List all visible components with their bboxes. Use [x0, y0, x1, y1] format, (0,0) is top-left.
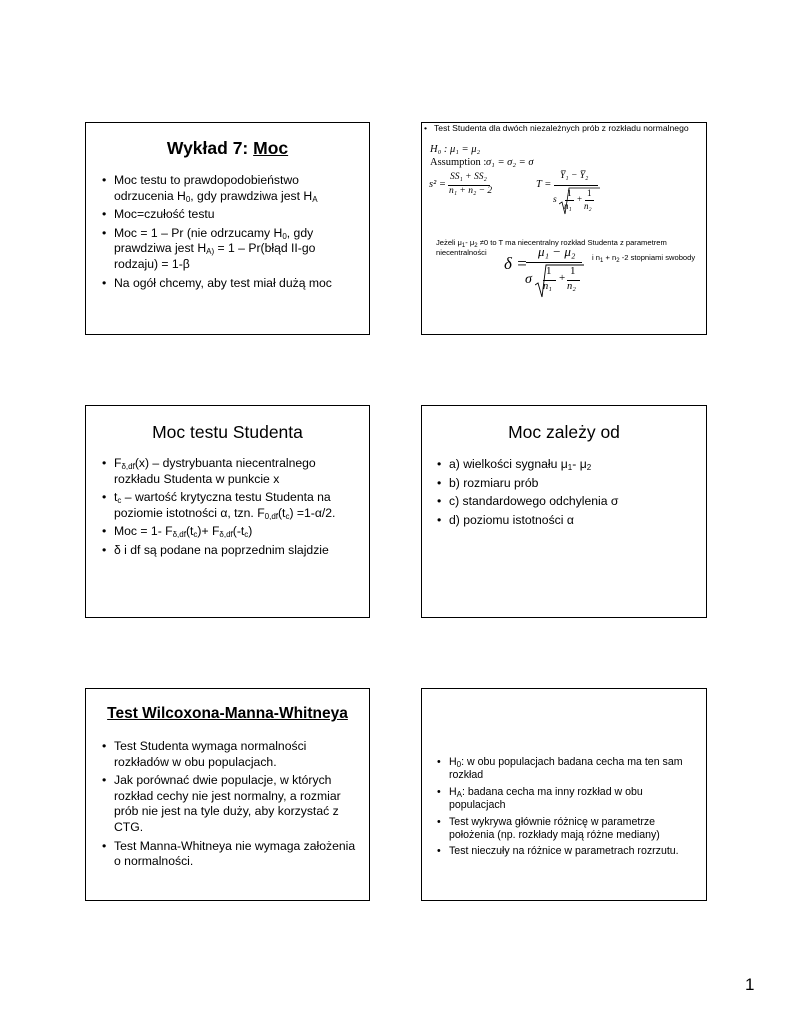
t-lhs: T = — [536, 179, 552, 190]
list-item: • Jak porównać dwie populacje, w których rozkład cechy nie jest normalny, a rozmiar prób nie jest na tyle duży, aby korzystać z CTG. — [102, 773, 359, 835]
list-item: • b) rozmiaru prób — [437, 476, 696, 492]
slide-3-title: Moc testu Studenta — [152, 422, 303, 442]
list-item: • $t_c$ – wartość krytyczna testu Studenta na poziomie istotności α, tzn. $F_{0,df}(t_c) =1-\alpha/2$. — [102, 490, 359, 521]
list-item: • Moc=czułość testu — [102, 207, 359, 223]
assumption-formula: σ₁ = σ₂ = σ — [486, 157, 534, 168]
list-item: • Test Manna-Whitneya nie wymaga założenia o normalności. — [102, 839, 359, 870]
slide-5-bullets — [102, 739, 359, 873]
slide-4-title: Moc zależy od — [508, 422, 620, 442]
list-item: • $F_{\delta,df}(x)$ – dystrybuanta niecentralnego rozkładu Studenta w punkcie x — [102, 456, 359, 487]
list-item: • Na ogół chcemy, aby test miał dużą moc — [102, 276, 359, 292]
list-item: • Moc testu to prawdopodobieństwo odrzucenia $H_0$, gdy prawdziwa jest $H_A$ — [102, 173, 359, 204]
slide-2-header: • Test Studenta dla dwóch niezależnych prób z rozkładu normalnego — [424, 123, 689, 133]
page-number: 1 — [745, 975, 755, 994]
slide-3-bullets — [102, 456, 359, 562]
s2-lhs: s² = — [429, 179, 446, 190]
noncentrality-note: Jeżeli $\mu_1-$ $\mu_2 \ne 0$ to T ma niecentralny rozkład Studenta z parametrem niecentralności — [436, 238, 667, 257]
delta-sigma: σ — [525, 272, 532, 287]
list-item: • Test nieczuły na różnice w parametrach rozrzutu. — [437, 845, 692, 858]
list-item: • Test Studenta wymaga normalności rozkładów w obu populacjach. — [102, 739, 359, 770]
list-item: • a) wielkości sygnału $\mu_1-$ $\mu_2$ — [437, 457, 696, 473]
list-item: • d) poziomu istotności α — [437, 513, 696, 529]
slide-2: • Test Studenta dla dwóch niezależnych prób z rozkładu normalnego H₀ : μ₁ = μ₂ Assumption : σ₁ = σ₂ = σ s² = SS₁ + SS₂ n₁ + n₂ − 2 T = Y̅₁ − Y̅₂ s 1 n₁ + 1 n₂ Jeżeli $\mu_1-$ $\mu_2 \ne 0$ to T ma niecentralny rozkład Studenta z parametrem niecentralności δ = μ₁ − μ₂ σ 1 n₁ + 1 n₂ i $n_1 + n_2$ -2 stopniami swobody — [421, 122, 707, 335]
slide-6-bullets — [437, 756, 692, 862]
title-moc-link[interactable]: Moc — [253, 138, 289, 158]
list-item: • Test wykrywa głównie różnicę w parametrze położenia (np. rozkłady mają różne mediany) — [437, 816, 692, 843]
s2-denominator: n₁ + n₂ − 2 — [449, 186, 493, 196]
slide-3 — [85, 405, 370, 618]
degrees-of-freedom-note: i $n_1 + n_2$ -2 stopniami swobody — [592, 253, 696, 264]
delta-lhs: δ = — [504, 254, 528, 273]
list-item: • $H_0$: w obu populacjach badana cecha ma ten sam rozkład — [437, 756, 692, 783]
slide-1-bullets — [102, 173, 359, 294]
slide-1 — [85, 122, 370, 335]
list-item: • $H_A$: badana cecha ma inny rozkład w obu populacjach — [437, 786, 692, 813]
t-s: s — [553, 195, 557, 205]
list-item: • Moc = 1 – Pr (nie odrzucamy $H_0$, gdy prawdziwa jest $H_{A)} = 1$ – Pr(błąd II-go rodzaju) = 1-β — [102, 226, 359, 273]
h0-formula: H₀ : μ₁ = μ₂ — [430, 144, 481, 155]
list-item: • δ i df są podane na poprzednim slajdzie — [102, 543, 359, 559]
s2-numerator: SS₁ + SS₂ — [450, 172, 487, 182]
slide-5 — [85, 688, 370, 901]
assumption-label: Assumption : — [430, 157, 487, 168]
t-numerator: Y̅₁ − Y̅₂ — [560, 171, 589, 181]
delta-numerator: μ₁ − μ₂ — [538, 244, 576, 259]
slide-6 — [421, 688, 707, 901]
list-item: • Moc = 1- $F_{\delta,df}(t_c)+ F_{\delta,df}(-t_c)$ — [102, 524, 359, 540]
slide-5-title: Test Wilcoxona-Manna-Whitneya — [107, 705, 348, 722]
slide-1-title: Wykład 7: Moc — [166, 138, 289, 158]
slide-4-bullets — [437, 457, 696, 531]
slide-4 — [421, 405, 707, 618]
list-item: • c) standardowego odchylenia σ — [437, 494, 696, 510]
